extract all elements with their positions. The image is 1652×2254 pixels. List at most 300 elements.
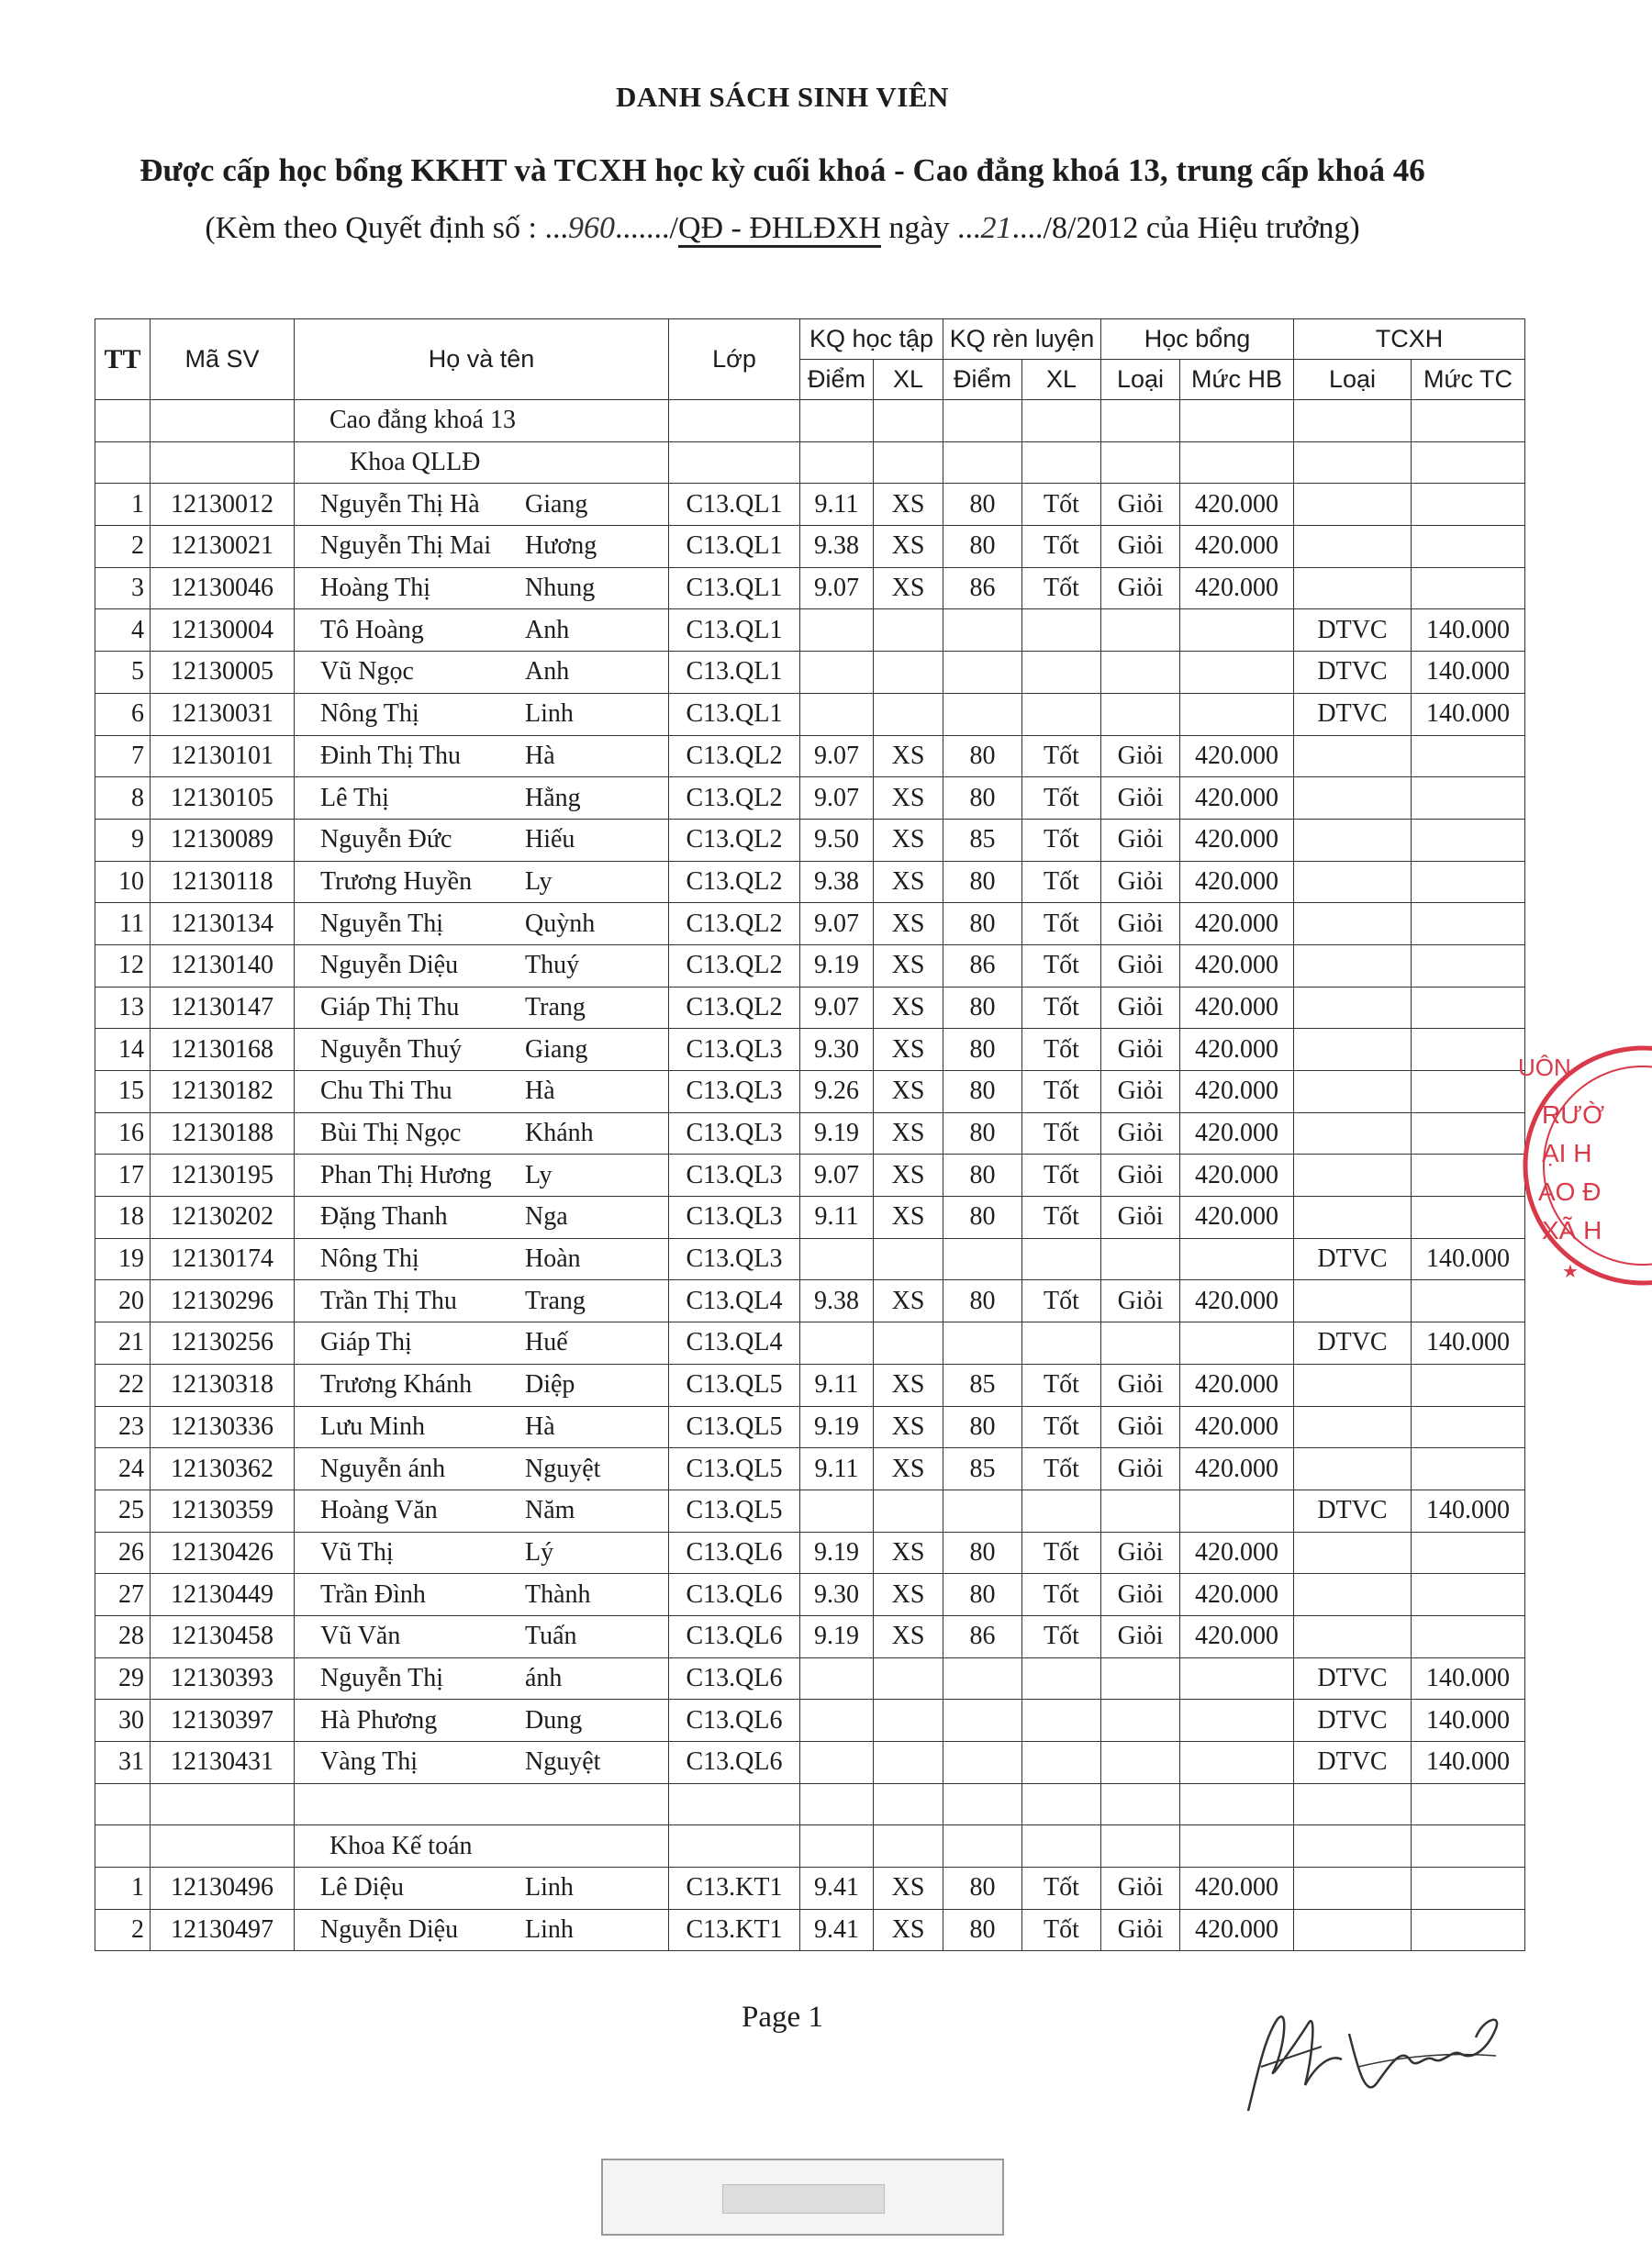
cell-xl: XS <box>874 1448 943 1490</box>
cell-muc-hb: 420.000 <box>1180 1448 1294 1490</box>
cell-ten: Lý <box>525 1537 554 1567</box>
cell-loai-tc <box>1294 1448 1412 1490</box>
cell-lop: C13.QL3 <box>669 1155 800 1197</box>
cell-diem-rl: 80 <box>943 777 1022 820</box>
cell-diem: 9.11 <box>800 1364 874 1406</box>
cell-ma-sv: 12130496 <box>151 1868 295 1910</box>
header-kq-ren-luyen: KQ rèn luyện <box>943 319 1101 360</box>
cell-ma-sv: 12130182 <box>151 1071 295 1113</box>
cell-tt: 31 <box>95 1742 151 1784</box>
cell-diem-rl <box>943 693 1022 735</box>
cell-muc-hb: 420.000 <box>1180 567 1294 609</box>
cell-tt: 21 <box>95 1322 151 1365</box>
cell-diem-rl: 80 <box>943 484 1022 526</box>
cell-ho-ten <box>295 1742 669 1784</box>
cell-ho: Hoàng Văn <box>320 1496 438 1525</box>
cell-xl-rl: Tốt <box>1022 944 1101 987</box>
red-stamp <box>1505 1037 1652 1294</box>
cell-loai-tc: DTVC <box>1294 1490 1412 1532</box>
cell-diem: 9.38 <box>800 1280 874 1322</box>
cell-diem: 9.19 <box>800 944 874 987</box>
cell-ho-ten <box>295 1657 669 1700</box>
cell-ma-sv: 12130359 <box>151 1490 295 1532</box>
cell-ten: Hà <box>525 741 555 770</box>
cell-diem <box>800 1238 874 1280</box>
cell-lop: C13.QL1 <box>669 484 800 526</box>
cell-ho-ten <box>295 1868 669 1910</box>
cell-ma-sv: 12130431 <box>151 1742 295 1784</box>
cell-xl: XS <box>874 1909 943 1951</box>
cell-loai: Giỏi <box>1101 1532 1180 1574</box>
cell-loai <box>1101 1657 1180 1700</box>
cell-xl-rl: Tốt <box>1022 1197 1101 1239</box>
header-muc-hb: Mức HB <box>1180 360 1294 400</box>
cell-ten: Linh <box>525 1873 574 1903</box>
cell-ho: Nguyễn Đức <box>320 825 452 854</box>
stamp-fragment-3: ẠI H <box>1542 1139 1592 1167</box>
cell-ma-sv: 12130168 <box>151 1029 295 1071</box>
cell-loai-tc: DTVC <box>1294 1742 1412 1784</box>
cell-xl-rl: Tốt <box>1022 1909 1101 1951</box>
section-row <box>95 441 1525 484</box>
decision-after: ngày ... <box>880 211 981 245</box>
cell-ma-sv: 12130118 <box>151 861 295 903</box>
cell-ma-sv: 12130458 <box>151 1615 295 1657</box>
cell-ho: Vũ Thị <box>320 1537 394 1567</box>
header-xl: XL <box>874 360 943 400</box>
cell-loai-tc: DTVC <box>1294 693 1412 735</box>
cell-ho: Bùi Thị Ngọc <box>320 1119 462 1148</box>
cell-ho-ten <box>295 1197 669 1239</box>
cell-ma-sv: 12130202 <box>151 1197 295 1239</box>
cell-muc-hb: 420.000 <box>1180 1406 1294 1448</box>
cell-ma-sv: 12130031 <box>151 693 295 735</box>
cell-diem: 9.11 <box>800 1448 874 1490</box>
table-row <box>95 1657 1525 1700</box>
cell-tt: 2 <box>95 526 151 568</box>
cell-ma-sv: 12130005 <box>151 652 295 694</box>
cell-muc-hb: 420.000 <box>1180 1029 1294 1071</box>
cell-diem-rl: 80 <box>943 987 1022 1029</box>
section-khoa-qlld: Khoa QLLĐ <box>295 441 669 484</box>
cell-loai: Giỏi <box>1101 1574 1180 1616</box>
cell-ho-ten <box>295 1532 669 1574</box>
cell-ho-ten <box>295 819 669 861</box>
cell-diem-rl: 80 <box>943 735 1022 777</box>
cell-muc-hb <box>1180 1322 1294 1365</box>
cell-ten: Anh <box>525 615 570 644</box>
cell-loai-tc <box>1294 567 1412 609</box>
stamp-fragment-2: RƯỜ <box>1542 1100 1605 1129</box>
cell-xl-rl: Tốt <box>1022 1071 1101 1113</box>
cell-xl-rl: Tốt <box>1022 484 1101 526</box>
cell-ma-sv: 12130134 <box>151 903 295 945</box>
cell-loai: Giỏi <box>1101 526 1180 568</box>
cell-xl: XS <box>874 1364 943 1406</box>
table-row <box>95 1615 1525 1657</box>
table-row <box>95 1406 1525 1448</box>
cell-lop: C13.QL2 <box>669 819 800 861</box>
cell-xl <box>874 652 943 694</box>
cell-muc-hb: 420.000 <box>1180 1155 1294 1197</box>
cell-lop: C13.QL1 <box>669 567 800 609</box>
cell-diem-rl: 80 <box>943 1574 1022 1616</box>
cell-xl: XS <box>874 1280 943 1322</box>
cell-lop: C13.KT1 <box>669 1868 800 1910</box>
cell-ho: Phan Thị Hương <box>320 1160 492 1189</box>
cell-tt: 23 <box>95 1406 151 1448</box>
cell-ten: Hằng <box>525 783 581 812</box>
cell-muc-hb: 420.000 <box>1180 1197 1294 1239</box>
cell-xl-rl <box>1022 693 1101 735</box>
table-row <box>95 693 1525 735</box>
cell-loai: Giỏi <box>1101 1448 1180 1490</box>
cell-tt: 2 <box>95 1909 151 1951</box>
decision-code: QĐ - ĐHLĐXH <box>678 212 881 248</box>
cell-ho: Hoàng Thị <box>320 574 431 603</box>
table-row <box>95 1197 1525 1239</box>
cell-muc-hb: 420.000 <box>1180 526 1294 568</box>
cell-ho: Nguyễn Thị <box>320 1663 444 1692</box>
cell-muc-hb: 420.000 <box>1180 1615 1294 1657</box>
cell-ten: Giang <box>525 1034 588 1064</box>
cell-ho: Nguyễn Thuý <box>320 1034 463 1064</box>
cell-tt: 8 <box>95 777 151 820</box>
table-row <box>95 1490 1525 1532</box>
cell-ho: Trần Đình <box>320 1579 426 1609</box>
table-row <box>95 1532 1525 1574</box>
cell-xl: XS <box>874 987 943 1029</box>
cell-ten: Nga <box>525 1202 568 1232</box>
header-ho-ten: Họ và tên <box>295 319 669 400</box>
cell-loai-tc <box>1294 1112 1412 1155</box>
scanner-artifact-inner <box>722 2184 885 2214</box>
cell-ma-sv: 12130362 <box>151 1448 295 1490</box>
cell-diem-rl: 80 <box>943 903 1022 945</box>
cell-ma-sv: 12130140 <box>151 944 295 987</box>
cell-muc-hb <box>1180 1238 1294 1280</box>
cell-tt: 29 <box>95 1657 151 1700</box>
cell-diem-rl <box>943 1700 1022 1742</box>
cell-ho-ten <box>295 735 669 777</box>
cell-loai: Giỏi <box>1101 1909 1180 1951</box>
cell-xl-rl <box>1022 1238 1101 1280</box>
cell-xl <box>874 1700 943 1742</box>
cell-loai: Giỏi <box>1101 1197 1180 1239</box>
cell-diem <box>800 1657 874 1700</box>
cell-tt: 28 <box>95 1615 151 1657</box>
cell-ma-sv: 12130449 <box>151 1574 295 1616</box>
cell-ho-ten <box>295 526 669 568</box>
cell-loai: Giỏi <box>1101 1280 1180 1322</box>
cell-tt: 3 <box>95 567 151 609</box>
cell-loai: Giỏi <box>1101 567 1180 609</box>
cell-ma-sv: 12130147 <box>151 987 295 1029</box>
cell-diem-rl: 80 <box>943 1532 1022 1574</box>
stamp-fragment-4: AO Đ <box>1538 1177 1602 1206</box>
cell-diem: 9.38 <box>800 861 874 903</box>
cell-diem <box>800 693 874 735</box>
cell-tt: 6 <box>95 693 151 735</box>
cell-loai: Giỏi <box>1101 1071 1180 1113</box>
cell-tt: 27 <box>95 1574 151 1616</box>
cell-ho: Nguyễn Thị Mai <box>320 531 492 561</box>
cell-diem-rl <box>943 1657 1022 1700</box>
cell-loai-tc <box>1294 1280 1412 1322</box>
cell-ho: Lê Diệu <box>320 1873 404 1903</box>
cell-loai: Giỏi <box>1101 777 1180 820</box>
cell-muc-tc <box>1412 1364 1525 1406</box>
cell-muc-tc <box>1412 861 1525 903</box>
table-row <box>95 609 1525 652</box>
cell-xl-rl: Tốt <box>1022 1406 1101 1448</box>
cell-muc-hb: 420.000 <box>1180 987 1294 1029</box>
cell-muc-hb: 420.000 <box>1180 1574 1294 1616</box>
cell-ten: Thành <box>525 1579 591 1609</box>
cell-xl <box>874 1238 943 1280</box>
cell-ten: Tuấn <box>525 1622 577 1651</box>
cell-lop: C13.QL3 <box>669 1197 800 1239</box>
table-row <box>95 1112 1525 1155</box>
cell-tt: 11 <box>95 903 151 945</box>
cell-diem: 9.07 <box>800 1155 874 1197</box>
cell-lop: C13.QL6 <box>669 1742 800 1784</box>
cell-ho: Nguyễn Diệu <box>320 1915 459 1945</box>
cell-xl-rl <box>1022 1322 1101 1365</box>
cell-diem-rl: 86 <box>943 944 1022 987</box>
cell-diem: 9.19 <box>800 1532 874 1574</box>
cell-diem: 9.07 <box>800 987 874 1029</box>
cell-lop: C13.QL6 <box>669 1615 800 1657</box>
cell-loai: Giỏi <box>1101 1406 1180 1448</box>
cell-loai <box>1101 1238 1180 1280</box>
cell-diem-rl: 80 <box>943 1909 1022 1951</box>
cell-loai-tc <box>1294 861 1412 903</box>
cell-xl: XS <box>874 526 943 568</box>
cell-lop: C13.QL5 <box>669 1490 800 1532</box>
table-row <box>95 526 1525 568</box>
cell-diem-rl <box>943 609 1022 652</box>
cell-muc-tc <box>1412 1909 1525 1951</box>
document-title: DANH SÁCH SINH VIÊN <box>616 81 949 113</box>
cell-muc-hb: 420.000 <box>1180 1532 1294 1574</box>
cell-ho-ten <box>295 567 669 609</box>
cell-loai-tc <box>1294 484 1412 526</box>
cell-lop: C13.QL2 <box>669 861 800 903</box>
cell-diem-rl: 80 <box>943 1406 1022 1448</box>
cell-loai-tc <box>1294 1197 1412 1239</box>
cell-ten: Hoàn <box>525 1244 581 1274</box>
section-row <box>95 1825 1525 1868</box>
cell-muc-hb: 420.000 <box>1180 861 1294 903</box>
cell-ho: Hà Phương <box>320 1705 438 1735</box>
cell-ho: Nguyễn Thị Hà <box>320 489 480 519</box>
cell-ho: Đinh Thị Thu <box>320 741 461 770</box>
cell-muc-tc: 140.000 <box>1412 652 1525 694</box>
cell-diem-rl: 86 <box>943 1615 1022 1657</box>
cell-muc-tc: 140.000 <box>1412 609 1525 652</box>
table-row <box>95 1868 1525 1910</box>
table-row <box>95 861 1525 903</box>
cell-xl-rl <box>1022 1700 1101 1742</box>
cell-ten: Nguyệt <box>525 1747 601 1777</box>
cell-muc-tc: 140.000 <box>1412 1742 1525 1784</box>
cell-ma-sv: 12130174 <box>151 1238 295 1280</box>
cell-diem-rl: 80 <box>943 1155 1022 1197</box>
cell-tt: 19 <box>95 1238 151 1280</box>
cell-muc-tc: 140.000 <box>1412 1490 1525 1532</box>
table-row <box>95 944 1525 987</box>
cell-diem-rl: 80 <box>943 1197 1022 1239</box>
cell-loai: Giỏi <box>1101 1364 1180 1406</box>
cell-muc-hb: 420.000 <box>1180 1071 1294 1113</box>
table-row <box>95 1742 1525 1784</box>
cell-lop: C13.QL3 <box>669 1112 800 1155</box>
cell-loai: Giỏi <box>1101 819 1180 861</box>
cell-ten: Huế <box>525 1328 568 1357</box>
cell-ho: Trần Thị Thu <box>320 1286 457 1315</box>
cell-loai: Giỏi <box>1101 1615 1180 1657</box>
cell-diem-rl: 80 <box>943 1280 1022 1322</box>
cell-diem <box>800 1742 874 1784</box>
cell-xl: XS <box>874 1197 943 1239</box>
cell-lop: C13.QL2 <box>669 735 800 777</box>
table-row <box>95 1029 1525 1071</box>
cell-xl-rl: Tốt <box>1022 1448 1101 1490</box>
cell-loai-tc <box>1294 1868 1412 1910</box>
cell-muc-tc <box>1412 1868 1525 1910</box>
cell-xl: XS <box>874 777 943 820</box>
cell-xl: XS <box>874 1155 943 1197</box>
cell-ten: Trang <box>525 992 586 1021</box>
table-row <box>95 1322 1525 1365</box>
cell-diem <box>800 652 874 694</box>
cell-lop: C13.QL6 <box>669 1574 800 1616</box>
cell-xl <box>874 1322 943 1365</box>
cell-ho-ten <box>295 1615 669 1657</box>
cell-diem-rl <box>943 1742 1022 1784</box>
cell-diem-rl: 80 <box>943 1112 1022 1155</box>
cell-ma-sv: 12130256 <box>151 1322 295 1365</box>
cell-muc-tc: 140.000 <box>1412 1700 1525 1742</box>
cell-diem-rl <box>943 1322 1022 1365</box>
cell-ma-sv: 12130397 <box>151 1700 295 1742</box>
cell-diem: 9.26 <box>800 1071 874 1113</box>
cell-lop: C13.QL5 <box>669 1448 800 1490</box>
cell-ma-sv: 12130021 <box>151 526 295 568</box>
cell-diem: 9.07 <box>800 903 874 945</box>
cell-ten: Khánh <box>525 1119 594 1148</box>
cell-loai <box>1101 609 1180 652</box>
cell-diem <box>800 1700 874 1742</box>
cell-muc-hb: 420.000 <box>1180 819 1294 861</box>
cell-ma-sv: 12130089 <box>151 819 295 861</box>
cell-ho-ten <box>295 861 669 903</box>
cell-loai-tc <box>1294 777 1412 820</box>
header-loai-tc: Loại <box>1294 360 1412 400</box>
header-hoc-bong: Học bổng <box>1101 319 1294 360</box>
decision-day: 21 <box>980 211 1012 245</box>
cell-ho: Nguyễn Diệu <box>320 951 459 980</box>
cell-tt: 24 <box>95 1448 151 1490</box>
cell-tt: 1 <box>95 484 151 526</box>
cell-muc-tc <box>1412 944 1525 987</box>
cell-muc-hb: 420.000 <box>1180 1909 1294 1951</box>
cell-ten: Linh <box>525 699 574 729</box>
cell-lop: C13.QL2 <box>669 903 800 945</box>
cell-muc-hb <box>1180 1490 1294 1532</box>
cell-loai: Giỏi <box>1101 1029 1180 1071</box>
cell-muc-hb: 420.000 <box>1180 735 1294 777</box>
cell-tt: 26 <box>95 1532 151 1574</box>
cell-ma-sv: 12130004 <box>151 609 295 652</box>
cell-lop: C13.QL6 <box>669 1700 800 1742</box>
cell-ten: Quỳnh <box>525 909 596 938</box>
header-diem: Điểm <box>800 360 874 400</box>
cell-ten: Hiếu <box>525 825 575 854</box>
cell-ten: Thuý <box>525 951 580 980</box>
cell-ten: Giang <box>525 489 588 519</box>
cell-ho-ten <box>295 1406 669 1448</box>
cell-xl <box>874 1490 943 1532</box>
cell-ho-ten <box>295 652 669 694</box>
cell-lop: C13.QL5 <box>669 1406 800 1448</box>
cell-diem: 9.11 <box>800 1197 874 1239</box>
cell-lop: C13.QL5 <box>669 1364 800 1406</box>
cell-muc-tc <box>1412 1532 1525 1574</box>
section-cao-dang: Cao đẳng khoá 13 <box>295 400 669 442</box>
cell-diem-rl <box>943 652 1022 694</box>
cell-diem-rl: 86 <box>943 567 1022 609</box>
cell-ma-sv: 12130426 <box>151 1532 295 1574</box>
cell-lop: C13.QL2 <box>669 777 800 820</box>
cell-ho-ten <box>295 944 669 987</box>
cell-muc-hb <box>1180 1657 1294 1700</box>
table-row <box>95 652 1525 694</box>
table-row <box>95 987 1525 1029</box>
cell-diem-rl: 85 <box>943 819 1022 861</box>
header-tt: TT <box>95 319 151 400</box>
cell-loai-tc: DTVC <box>1294 609 1412 652</box>
cell-loai-tc <box>1294 1909 1412 1951</box>
cell-muc-tc <box>1412 819 1525 861</box>
cell-xl <box>874 1742 943 1784</box>
cell-loai-tc <box>1294 987 1412 1029</box>
cell-muc-tc <box>1412 1615 1525 1657</box>
cell-ho: Trương Khánh <box>320 1370 473 1400</box>
cell-loai: Giỏi <box>1101 484 1180 526</box>
cell-muc-tc <box>1412 567 1525 609</box>
cell-loai <box>1101 1490 1180 1532</box>
cell-xl: XS <box>874 1071 943 1113</box>
cell-lop: C13.QL1 <box>669 693 800 735</box>
cell-loai: Giỏi <box>1101 735 1180 777</box>
cell-muc-tc <box>1412 987 1525 1029</box>
cell-muc-tc <box>1412 777 1525 820</box>
cell-loai: Giỏi <box>1101 987 1180 1029</box>
table-row <box>95 1280 1525 1322</box>
table-row <box>95 735 1525 777</box>
cell-xl-rl: Tốt <box>1022 777 1101 820</box>
cell-diem: 9.07 <box>800 777 874 820</box>
cell-xl: XS <box>874 1574 943 1616</box>
cell-loai-tc: DTVC <box>1294 1700 1412 1742</box>
cell-tt: 17 <box>95 1155 151 1197</box>
cell-loai: Giỏi <box>1101 861 1180 903</box>
table-row <box>95 903 1525 945</box>
cell-diem: 9.41 <box>800 1909 874 1951</box>
cell-diem-rl <box>943 1490 1022 1532</box>
